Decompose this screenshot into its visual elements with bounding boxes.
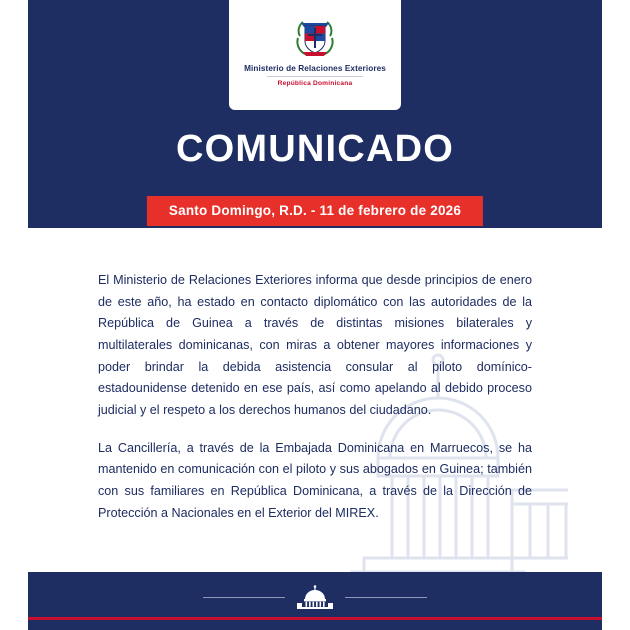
date-ribbon: Santo Domingo, R.D. - 11 de febrero de 2026 (147, 196, 483, 226)
country-name: República Dominicana (277, 80, 353, 87)
footer-emblem-group (28, 584, 602, 610)
footer-red-accent-line (28, 617, 602, 620)
paragraph-1: El Ministerio de Relaciones Exteriores informa que desde principios de enero de este año, ha estado en contacto diplomático con las autoridades de la República de Guinea a través de distintas misiones bilaterales y multilaterales dominicanas, con miras a obtener mayores informaciones y poder brindar la debida asistencia consular al piloto domínico-estadounidense detenido en ese país, así como apelando al debido proceso judicial y el respeto a los derechos humanos del ciudadano. (98, 273, 532, 417)
body-text (62, 228, 568, 524)
ministry-name: Ministerio de Relaciones Exteriores (244, 64, 386, 73)
sheet-right-gutter (568, 228, 602, 572)
footer-band (28, 572, 602, 630)
page-title: COMUNICADO (176, 128, 454, 170)
ministry-divider (267, 76, 363, 77)
left-white-margin (0, 0, 28, 630)
sheet-left-gutter (28, 228, 62, 572)
footer-divider-right (345, 597, 427, 598)
footer-divider-left (203, 597, 285, 598)
emblem-card (229, 0, 401, 110)
paragraph-2: La Cancillería, a través de la Embajada Dominicana en Marruecos, se ha mantenido en comunicación con el piloto y sus abogados en Guinea; también con sus familiares en República Dominicana, a través de la Dirección de Protección a Nacionales en el Exterior del MIREX. (98, 440, 532, 520)
national-palace-building-icon (295, 584, 335, 610)
coat-of-arms-icon (292, 14, 338, 60)
right-white-margin (602, 0, 630, 630)
body-sheet (62, 228, 568, 578)
